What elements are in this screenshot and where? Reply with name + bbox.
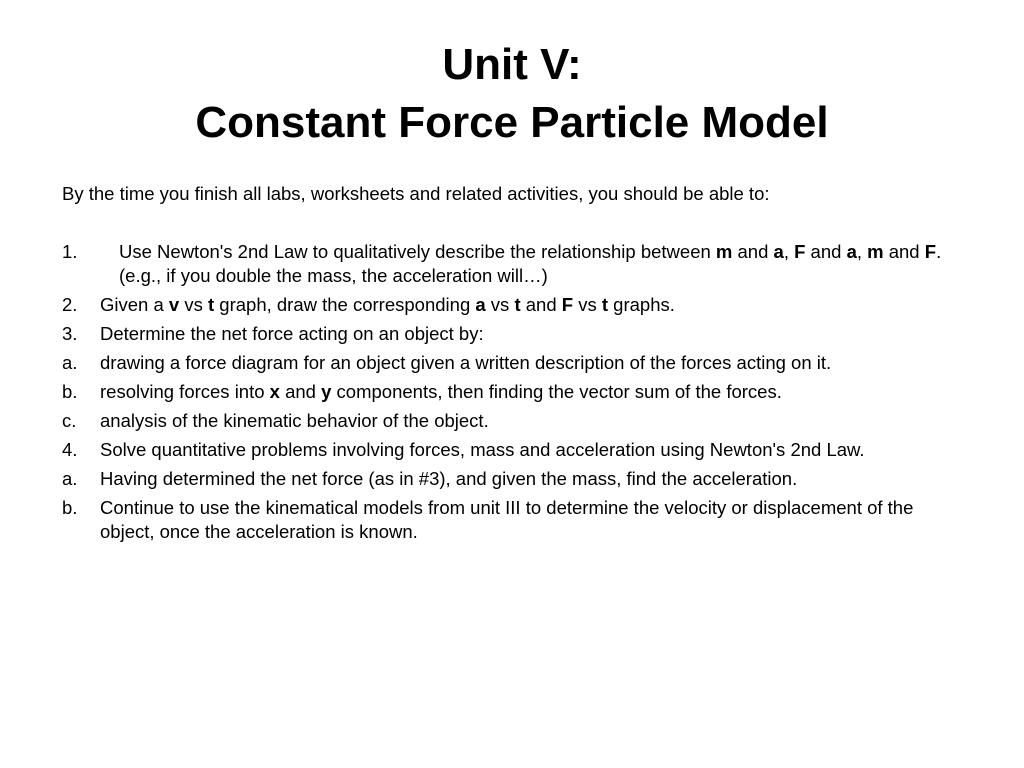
bold-term: m	[715, 241, 733, 262]
bold-term: t	[514, 294, 521, 315]
bold-term: a	[846, 241, 857, 262]
list-item-marker: b.	[62, 381, 78, 402]
list-item	[62, 496, 972, 544]
list-item-text: analysis of the kinematic behavior of the object.	[100, 410, 489, 431]
bold-term: v	[168, 294, 180, 315]
title-line-1: Unit V:	[442, 40, 582, 89]
list-item-marker: 4.	[62, 439, 78, 460]
list-item-marker: a.	[62, 352, 78, 373]
list-item-text: Solve quantitative problems involving forces, mass and acceleration using Newton's 2nd Law.	[100, 439, 865, 460]
list-item-text: Use Newton's 2nd Law to qualitatively describe the relationship between m and a, F and a, m and F. (e.g., if you double the mass, the acceleration will…)	[119, 241, 942, 286]
bold-term: t	[601, 294, 609, 315]
list-item-marker: b.	[62, 497, 78, 518]
list-item-marker: 1.	[62, 241, 78, 262]
bold-term: m	[867, 241, 884, 262]
bold-term: x	[269, 381, 280, 402]
bold-term: F	[794, 241, 806, 262]
list-item-marker: a.	[62, 468, 78, 489]
list-item-text: Given a v vs t graph, draw the corresponding a vs t and F vs t graphs.	[100, 294, 675, 315]
bold-term: y	[321, 381, 332, 402]
list-item-text: drawing a force diagram for an object given a written description of the forces acting on it.	[100, 352, 832, 373]
title-line-2: Constant Force Particle Model	[195, 98, 829, 147]
bold-term: F	[561, 294, 574, 315]
list-item	[62, 293, 972, 317]
list-item-text: Continue to use the kinematical models from unit III to determine the velocity or displacement of the object, once the acceleration is known.	[100, 497, 914, 542]
intro-text: By the time you finish all labs, worksheets and related activities, you should be able to:	[62, 183, 770, 204]
list-item-text: resolving forces into x and y components, then finding the vector sum of the forces.	[100, 381, 782, 402]
bold-term: t	[207, 294, 215, 315]
list-item	[62, 467, 972, 491]
bold-term: a	[475, 294, 486, 315]
slide-title	[0, 36, 1024, 152]
list-item	[62, 351, 972, 375]
list-item-text: Determine the net force acting on an object by:	[100, 323, 484, 344]
list-item	[62, 240, 972, 288]
list-item	[62, 380, 972, 404]
bold-term: F	[924, 241, 937, 262]
bold-term: a	[773, 241, 784, 262]
list-item-marker: 2.	[62, 294, 78, 315]
objectives-list	[62, 240, 972, 549]
list-item	[62, 322, 972, 346]
list-item-text: Having determined the net force (as in #3), and given the mass, find the acceleration.	[100, 468, 798, 489]
list-item-marker: 3.	[62, 323, 78, 344]
list-item	[62, 438, 972, 462]
list-item	[62, 409, 972, 433]
list-item-marker: c.	[62, 410, 77, 431]
